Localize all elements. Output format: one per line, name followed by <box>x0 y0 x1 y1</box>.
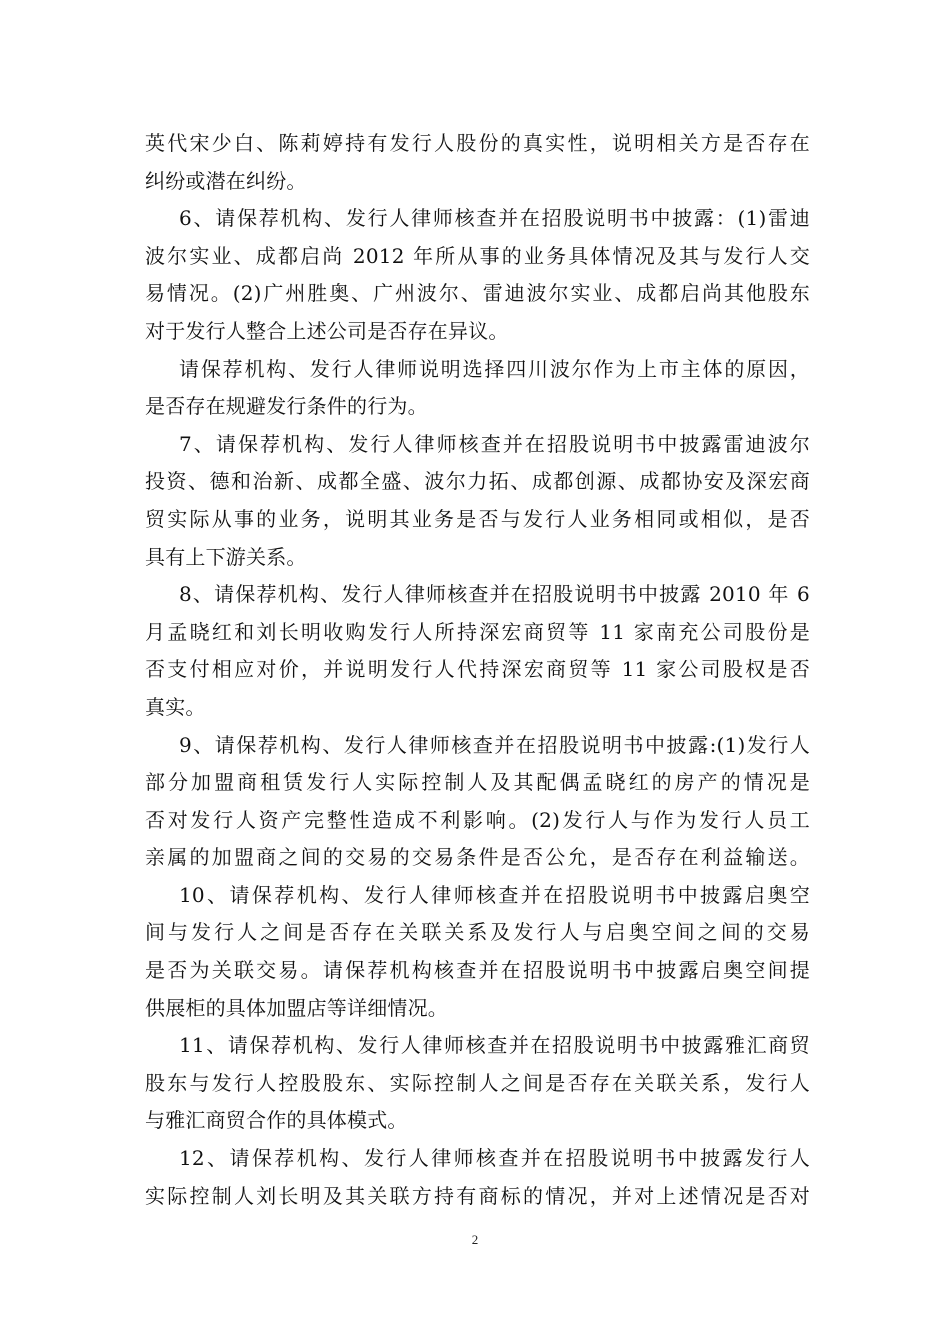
page-number: 2 <box>471 1232 479 1247</box>
text-line: 否对发行人资产完整性造成不利影响。(2)发行人与作为发行人员工 <box>145 807 810 832</box>
text-line: 12、请保荐机构、发行人律师核查并在招股说明书中披露发行人 <box>179 1146 810 1171</box>
text-line: 对于发行人整合上述公司是否存在异议。 <box>145 318 509 343</box>
text-line: 请保荐机构、发行人律师说明选择四川波尔作为上市主体的原因， <box>179 356 810 381</box>
text-line: 供展柜的具体加盟店等详细情况。 <box>145 995 448 1020</box>
text-line: 否支付相应对价，并说明发行人代持深宏商贸等 11 家公司股权是否 <box>145 657 810 682</box>
text-line: 月孟晓红和刘长明收购发行人所持深宏商贸等 11 家南充公司股份是 <box>145 619 810 644</box>
text-line: 是否存在规避发行条件的行为。 <box>145 394 428 419</box>
body-text <box>145 125 810 1215</box>
text-line: 6、请保荐机构、发行人律师核查并在招股说明书中披露：(1)雷迪 <box>179 206 810 231</box>
text-line: 10、请保荐机构、发行人律师核查并在招股说明书中披露启奥空 <box>179 882 810 907</box>
text-line: 间与发行人之间是否存在关联关系及发行人与启奥空间之间的交易 <box>145 920 810 945</box>
text-line: 具有上下游关系。 <box>145 544 307 569</box>
text-line: 股东与发行人控股股东、实际控制人之间是否存在关联关系，发行人 <box>145 1070 810 1095</box>
text-line: 真实。 <box>145 694 206 719</box>
text-line: 亲属的加盟商之间的交易的交易条件是否公允，是否存在利益输送。 <box>145 845 810 870</box>
text-line: 部分加盟商租赁发行人实际控制人及其配偶孟晓红的房产的情况是 <box>145 770 810 795</box>
text-line: 波尔实业、成都启尚 2012 年所从事的业务具体情况及其与发行人交 <box>145 243 810 268</box>
text-line: 7、请保荐机构、发行人律师核查并在招股说明书中披露雷迪波尔 <box>179 431 810 456</box>
text-line: 纠纷或潜在纠纷。 <box>145 168 307 193</box>
text-line: 8、请保荐机构、发行人律师核查并在招股说明书中披露 2010 年 6 <box>179 582 810 607</box>
text-line: 与雅汇商贸合作的具体模式。 <box>145 1108 408 1133</box>
text-line: 实际控制人刘长明及其关联方持有商标的情况，并对上述情况是否对 <box>145 1183 810 1208</box>
text-line: 投资、德和治新、成都全盛、波尔力拓、成都创源、成都协安及深宏商 <box>145 469 810 494</box>
text-line: 贸实际从事的业务，说明其业务是否与发行人业务相同或相似，是否 <box>145 506 810 531</box>
text-line: 是否为关联交易。请保荐机构核查并在招股说明书中披露启奥空间提 <box>145 958 810 983</box>
text-line: 英代宋少白、陈莉婷持有发行人股份的真实性，说明相关方是否存在 <box>145 131 810 155</box>
text-line: 11、请保荐机构、发行人律师核查并在招股说明书中披露雅汇商贸 <box>179 1033 810 1058</box>
text-line: 9、请保荐机构、发行人律师核查并在招股说明书中披露:(1)发行人 <box>179 732 810 757</box>
text-line: 易情况。(2)广州胜奥、广州波尔、雷迪波尔实业、成都启尚其他股东 <box>145 281 810 306</box>
